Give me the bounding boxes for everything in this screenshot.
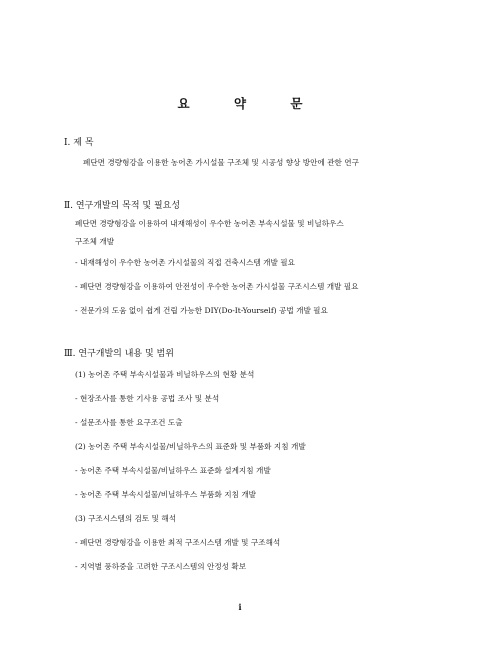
section-2-line-1: 폐단면 경량형강을 이용하여 내재해성이 우수한 농어촌 부속시설물 및 비닐하우스 bbox=[75, 219, 344, 228]
section-2-line-4: - 폐단면 경량형강을 이용하여 안전성이 우수한 농어촌 가시설물 구조시스템 개발 필요 bbox=[75, 282, 359, 291]
section-3-heading: Ⅲ. 연구개발의 내용 및 범위 bbox=[64, 349, 174, 359]
section-2-line-5: - 전문가의 도움 없이 쉽게 건립 가능한 DIY(Do-It-Yourself) 공법 개발 필요 bbox=[75, 306, 328, 315]
section-2-heading: Ⅱ. 연구개발의 목적 및 필요성 bbox=[64, 201, 181, 211]
section-3-line-7: (3) 구조시스템의 검토 및 해석 bbox=[75, 514, 177, 523]
section-3-line-9: - 지역별 풍하중을 고려한 구조시스템의 안정성 확보 bbox=[75, 562, 247, 571]
section-3-line-6: - 농어촌 주택 부속시설물/비닐하우스 부품화 지침 개발 bbox=[75, 490, 256, 499]
section-3-line-3: - 설문조사를 통한 요구조건 도출 bbox=[75, 418, 183, 427]
section-1-heading: Ⅰ. 제 목 bbox=[64, 138, 94, 148]
section-1-line-1: 폐단면 경량형강을 이용한 농어촌 가시설물 구조체 및 시공성 향상 방안에 관한 연구 bbox=[83, 158, 359, 167]
section-3-line-5: - 농어촌 주택 부속시설물/비닐하우스 표준화 설계지침 개발 bbox=[75, 466, 271, 475]
page-number: i bbox=[238, 602, 242, 612]
section-3-line-2: - 현장조사를 통한 기사용 공법 조사 및 분석 bbox=[75, 394, 220, 403]
section-3-line-8: - 폐단면 경량형강을 이용한 최적 구조시스템 개발 및 구조해석 bbox=[75, 538, 281, 547]
document-title: 요 약 문 bbox=[177, 96, 323, 111]
section-3-line-4: (2) 농어촌 주택 부속시설물/비닐하우스의 표준화 및 부품화 지침 개발 bbox=[75, 442, 306, 451]
section-3-line-1: (1) 농어촌 주택 부속시설물과 비닐하우스의 현황 분석 bbox=[75, 370, 255, 379]
section-2-line-3: - 내재해성이 우수한 농어촌 가시설물의 직접 건축시스템 개발 필요 bbox=[75, 258, 295, 267]
section-2-line-2: 구조체 개발 bbox=[75, 237, 115, 246]
